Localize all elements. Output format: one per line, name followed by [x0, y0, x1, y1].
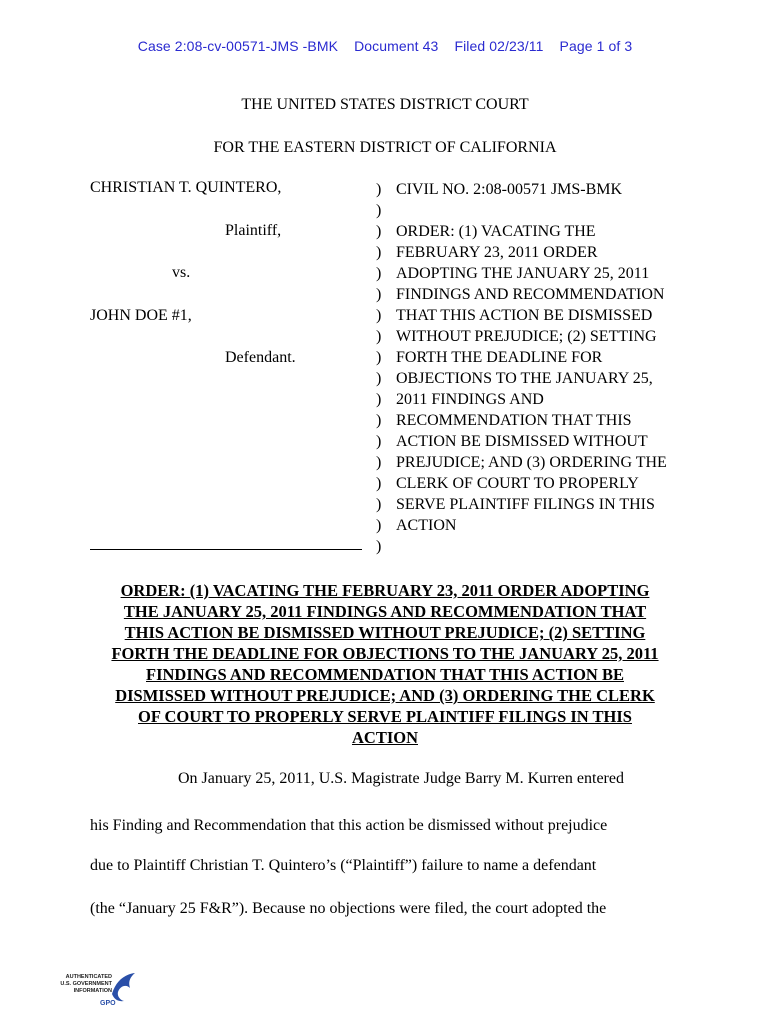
body-line: (the “January 25 F&R”). Because no objections were filed, the court adopted the — [90, 900, 607, 917]
caption-paren: ) — [376, 286, 382, 303]
caption-paren: ) — [376, 433, 382, 450]
order-title-line: ACTION — [351, 728, 418, 747]
caption-title-line: ADOPTING THE JANUARY 25, 2011 — [396, 265, 650, 282]
caption-title-line: FEBRUARY 23, 2011 ORDER — [396, 244, 598, 261]
versus: vs. — [172, 264, 191, 281]
caption-title-line: ORDER: (1) VACATING THE — [396, 223, 596, 240]
body-line: On January 25, 2011, U.S. Magistrate Judge Barry M. Kurren entered — [178, 770, 624, 787]
seal-text — [42, 974, 112, 995]
order-title-line: OF COURT TO PROPERLY SERVE PLAINTIFF FILINGS IN THIS — [138, 707, 632, 726]
caption-paren: ) — [376, 454, 382, 471]
order-title-line: THE JANUARY 25, 2011 FINDINGS AND RECOMMENDATION THAT — [123, 602, 647, 621]
caption-paren: ) — [376, 181, 382, 198]
caption-title-line: 2011 FINDINGS AND — [396, 391, 544, 408]
order-title — [60, 580, 710, 748]
caption-paren: ) — [376, 328, 382, 345]
document-number: Document 43 — [354, 38, 439, 54]
caption-title-line: RECOMMENDATION THAT THIS — [396, 412, 632, 429]
caption-title-block — [396, 179, 667, 536]
filed-date: Filed 02/23/11 — [454, 38, 544, 54]
caption-title-line: ACTION — [396, 517, 457, 534]
order-title-line: ORDER: (1) VACATING THE FEBRUARY 23, 2011 ORDER ADOPTING — [120, 581, 650, 600]
caption-title-line: OBJECTIONS TO THE JANUARY 25, — [396, 370, 653, 387]
caption-title-line: WITHOUT PREJUDICE; (2) SETTING — [396, 328, 657, 345]
caption-title-line: FORTH THE DEADLINE FOR — [396, 349, 603, 366]
caption-paren: ) — [376, 538, 382, 555]
caption-paren: ) — [376, 349, 382, 366]
caption-title-line: CIVIL NO. 2:08-00571 JMS-BMK — [396, 181, 623, 198]
case-caption — [90, 179, 730, 559]
court-district: FOR THE EASTERN DISTRICT OF CALIFORNIA — [213, 139, 557, 156]
gpo-label: GPO — [100, 1000, 116, 1007]
caption-title-line: CLERK OF COURT TO PROPERLY — [396, 475, 639, 492]
caption-title-line: SERVE PLAINTIFF FILINGS IN THIS — [396, 496, 655, 513]
caption-paren: ) — [376, 265, 382, 282]
caption-paren: ) — [376, 244, 382, 261]
seal-text-line: AUTHENTICATED — [65, 974, 112, 980]
seal-text-line: INFORMATION — [73, 988, 112, 994]
caption-title-line: THAT THIS ACTION BE DISMISSED — [396, 307, 653, 324]
caption-paren: ) — [376, 391, 382, 408]
caption-paren: ) — [376, 517, 382, 534]
order-title-line: DISMISSED WITHOUT PREJUDICE; AND (3) ORDERING THE CLERK — [115, 686, 655, 705]
gpo-authentication-seal — [42, 970, 142, 1016]
plaintiff-name: CHRISTIAN T. QUINTERO, — [90, 179, 282, 196]
caption-title-line: PREJUDICE; AND (3) ORDERING THE — [396, 454, 667, 471]
caption-paren: ) — [376, 307, 382, 324]
filing-header — [0, 38, 770, 54]
case-number: Case 2:08-cv-00571-JMS -BMK — [137, 38, 339, 54]
page-indicator: Page 1 of 3 — [559, 38, 633, 54]
order-title-line: FINDINGS AND RECOMMENDATION THAT THIS ACTION BE — [146, 665, 624, 684]
order-title-line: THIS ACTION BE DISMISSED WITHOUT PREJUDICE; (2) SETTING — [124, 623, 646, 642]
court-name: THE UNITED STATES DISTRICT COURT — [241, 96, 529, 113]
caption-paren: ) — [376, 496, 382, 513]
order-title-line: FORTH THE DEADLINE FOR OBJECTIONS TO THE JANUARY 25, 2011 — [111, 644, 659, 663]
caption-title-line — [396, 200, 667, 221]
body-line: his Finding and Recommendation that this action be dismissed without prejudice — [90, 817, 608, 834]
caption-parens — [376, 179, 381, 557]
caption-paren: ) — [376, 202, 382, 219]
caption-paren: ) — [376, 412, 382, 429]
caption-title-line: ACTION BE DISMISSED WITHOUT — [396, 433, 648, 450]
caption-rule — [90, 549, 362, 550]
caption-paren: ) — [376, 475, 382, 492]
seal-text-line: U.S. GOVERNMENT — [60, 981, 112, 987]
eagle-icon — [108, 970, 138, 1004]
body-line: due to Plaintiff Christian T. Quintero’s (“Plaintiff”) failure to name a defendant — [90, 857, 597, 874]
caption-paren: ) — [376, 370, 382, 387]
caption-paren: ) — [376, 223, 382, 240]
caption-title-line: FINDINGS AND RECOMMENDATION — [396, 286, 665, 303]
plaintiff-role: Plaintiff, — [225, 222, 282, 239]
defendant-name: JOHN DOE #1, — [90, 307, 192, 324]
defendant-role: Defendant. — [225, 349, 296, 366]
